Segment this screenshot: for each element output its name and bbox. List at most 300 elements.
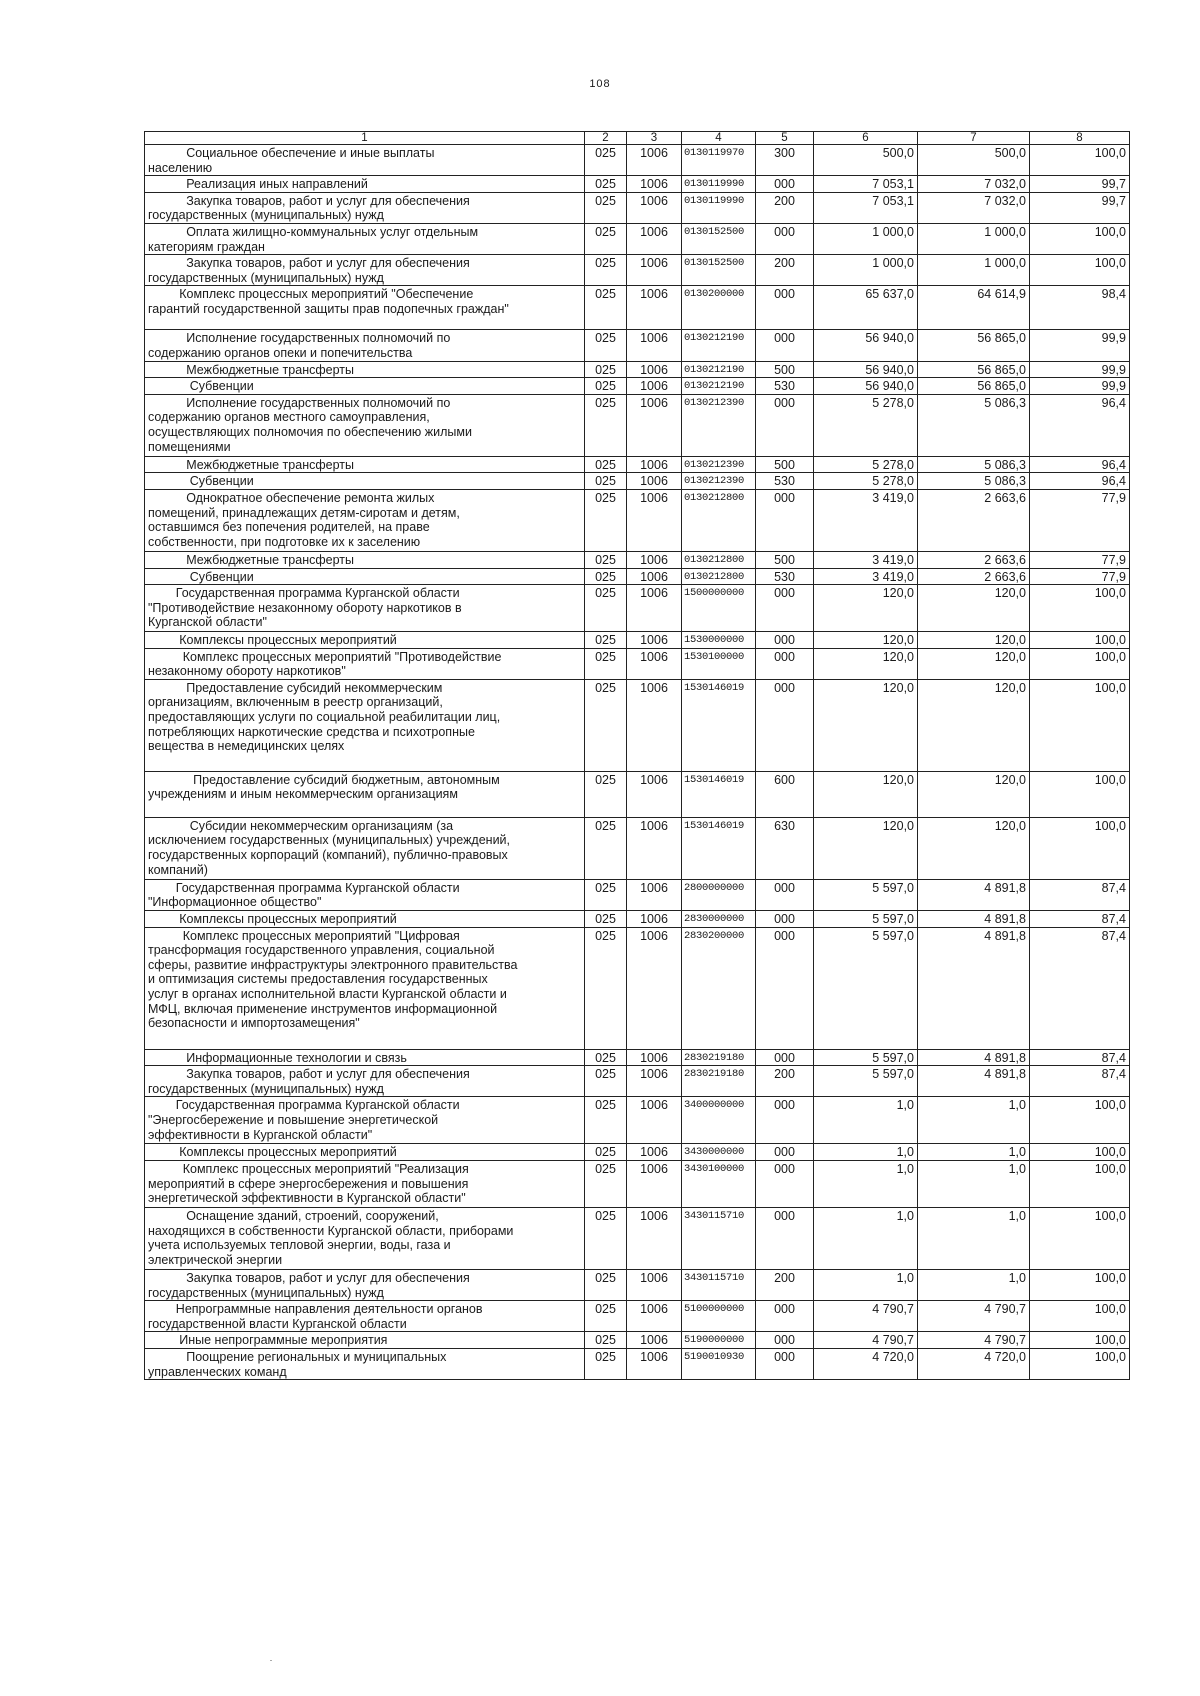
row-percent: 100,0 (1030, 817, 1130, 879)
row-name: Субсидии некоммерческим организациям (за исключением государственных (муниципальных) учреждений, государственных корпораций (компаний), публично-правовых компаний) (145, 817, 585, 879)
row-col-2: 025 (585, 585, 627, 632)
table-header-row (145, 132, 1130, 145)
row-percent: 96,4 (1030, 394, 1130, 456)
row-percent: 98,4 (1030, 286, 1130, 330)
row-col-3: 1006 (627, 223, 682, 254)
row-plan: 120,0 (814, 817, 918, 879)
row-kcsr: 0130212390 (682, 473, 756, 490)
row-actual: 56 865,0 (918, 361, 1030, 378)
row-col-2: 025 (585, 1349, 627, 1380)
row-kvr: 000 (756, 679, 814, 771)
row-col-3: 1006 (627, 1270, 682, 1301)
row-name: Межбюджетные трансферты (145, 551, 585, 568)
row-col-3: 1006 (627, 585, 682, 632)
row-col-2: 025 (585, 911, 627, 928)
row-kvr: 500 (756, 456, 814, 473)
row-name: Комплекс процессных мероприятий "Противодействие незаконному обороту наркотиков" (145, 648, 585, 679)
row-kcsr: 2830219180 (682, 1066, 756, 1097)
row-actual: 4 891,8 (918, 1049, 1030, 1066)
row-plan: 7 053,1 (814, 192, 918, 223)
row-kvr: 000 (756, 1301, 814, 1332)
row-kvr: 500 (756, 551, 814, 568)
row-plan: 3 419,0 (814, 568, 918, 585)
row-percent: 99,7 (1030, 176, 1130, 193)
table-row (145, 1066, 1130, 1097)
table-row (145, 927, 1130, 1049)
row-col-2: 025 (585, 771, 627, 817)
row-col-3: 1006 (627, 911, 682, 928)
row-percent: 87,4 (1030, 911, 1130, 928)
table-row (145, 1144, 1130, 1161)
row-kcsr: 1500000000 (682, 585, 756, 632)
table-row (145, 1332, 1130, 1349)
row-col-3: 1006 (627, 927, 682, 1049)
row-col-2: 025 (585, 394, 627, 456)
table-row (145, 648, 1130, 679)
row-kcsr: 0130212800 (682, 489, 756, 551)
row-col-3: 1006 (627, 1208, 682, 1270)
row-actual: 4 720,0 (918, 1349, 1030, 1380)
row-percent: 99,9 (1030, 378, 1130, 395)
row-plan: 1,0 (814, 1270, 918, 1301)
row-col-2: 025 (585, 648, 627, 679)
row-col-3: 1006 (627, 879, 682, 910)
row-percent: 100,0 (1030, 1301, 1130, 1332)
row-kcsr: 0130212190 (682, 378, 756, 395)
row-col-3: 1006 (627, 568, 682, 585)
row-percent: 100,0 (1030, 1270, 1130, 1301)
row-actual: 1 000,0 (918, 223, 1030, 254)
row-kcsr: 1530000000 (682, 632, 756, 649)
row-percent: 87,4 (1030, 879, 1130, 910)
table-row (145, 223, 1130, 254)
row-kcsr: 5190000000 (682, 1332, 756, 1349)
row-name: Комплексы процессных мероприятий (145, 911, 585, 928)
row-plan: 56 940,0 (814, 378, 918, 395)
row-kvr: 000 (756, 1208, 814, 1270)
row-plan: 120,0 (814, 632, 918, 649)
row-kvr: 000 (756, 927, 814, 1049)
row-percent: 87,4 (1030, 1066, 1130, 1097)
row-actual: 120,0 (918, 585, 1030, 632)
row-name: Закупка товаров, работ и услуг для обеспечения государственных (муниципальных) нужд (145, 1270, 585, 1301)
table-row (145, 330, 1130, 361)
row-kcsr: 1530146019 (682, 771, 756, 817)
row-kcsr: 3430115710 (682, 1270, 756, 1301)
row-col-3: 1006 (627, 286, 682, 330)
row-col-2: 025 (585, 473, 627, 490)
row-actual: 56 865,0 (918, 378, 1030, 395)
row-actual: 56 865,0 (918, 330, 1030, 361)
row-actual: 5 086,3 (918, 456, 1030, 473)
row-percent: 87,4 (1030, 1049, 1130, 1066)
row-col-3: 1006 (627, 473, 682, 490)
row-name: Оснащение зданий, строений, сооружений, находящихся в собственности Курганской области, приборами учета используемых тепловой энергии, воды, газа и электрической энергии (145, 1208, 585, 1270)
row-col-3: 1006 (627, 1332, 682, 1349)
row-kvr: 000 (756, 1161, 814, 1208)
row-kcsr: 0130119990 (682, 192, 756, 223)
row-col-2: 025 (585, 1301, 627, 1332)
row-kvr: 200 (756, 192, 814, 223)
row-col-3: 1006 (627, 1097, 682, 1144)
row-actual: 7 032,0 (918, 192, 1030, 223)
row-plan: 120,0 (814, 648, 918, 679)
table-row (145, 255, 1130, 286)
row-plan: 65 637,0 (814, 286, 918, 330)
row-actual: 1,0 (918, 1144, 1030, 1161)
row-actual: 1,0 (918, 1270, 1030, 1301)
row-percent: 77,9 (1030, 489, 1130, 551)
table-row (145, 192, 1130, 223)
row-col-3: 1006 (627, 771, 682, 817)
row-plan: 1 000,0 (814, 255, 918, 286)
row-name: Закупка товаров, работ и услуг для обеспечения государственных (муниципальных) нужд (145, 255, 585, 286)
row-plan: 120,0 (814, 679, 918, 771)
row-kcsr: 3430000000 (682, 1144, 756, 1161)
row-col-2: 025 (585, 679, 627, 771)
row-actual: 1,0 (918, 1161, 1030, 1208)
row-col-3: 1006 (627, 1301, 682, 1332)
table-row (145, 473, 1130, 490)
row-percent: 100,0 (1030, 145, 1130, 176)
row-name: Субвенции (145, 378, 585, 395)
row-actual: 64 614,9 (918, 286, 1030, 330)
table-row (145, 1161, 1130, 1208)
row-actual: 120,0 (918, 648, 1030, 679)
row-plan: 5 278,0 (814, 473, 918, 490)
row-kcsr: 3430115710 (682, 1208, 756, 1270)
row-kvr: 000 (756, 632, 814, 649)
row-col-3: 1006 (627, 378, 682, 395)
row-kcsr: 0130212800 (682, 551, 756, 568)
row-percent: 100,0 (1030, 1208, 1130, 1270)
row-plan: 56 940,0 (814, 361, 918, 378)
row-kvr: 000 (756, 879, 814, 910)
row-kvr: 000 (756, 330, 814, 361)
row-col-2: 025 (585, 192, 627, 223)
row-name: Предоставление субсидий некоммерческим организациям, включенным в реестр организаций, предоставляющих услуги по социальной реабилитации лиц, потребляющих наркотические средства и психотропные вещества в немедицинских целях (145, 679, 585, 771)
row-kcsr: 1530100000 (682, 648, 756, 679)
row-percent: 99,7 (1030, 192, 1130, 223)
row-actual: 4 891,8 (918, 911, 1030, 928)
table-row (145, 817, 1130, 879)
row-col-3: 1006 (627, 176, 682, 193)
row-kvr: 000 (756, 648, 814, 679)
row-name: Комплексы процессных мероприятий (145, 1144, 585, 1161)
budget-table (144, 131, 1130, 1380)
row-plan: 5 597,0 (814, 1066, 918, 1097)
row-col-2: 025 (585, 361, 627, 378)
table-row (145, 1097, 1130, 1144)
row-percent: 100,0 (1030, 1097, 1130, 1144)
header-col-6: 6 (814, 132, 918, 145)
row-name: Межбюджетные трансферты (145, 456, 585, 473)
table-row (145, 286, 1130, 330)
row-col-3: 1006 (627, 456, 682, 473)
row-actual: 2 663,6 (918, 551, 1030, 568)
row-percent: 96,4 (1030, 473, 1130, 490)
row-kvr: 600 (756, 771, 814, 817)
row-name: Субвенции (145, 568, 585, 585)
row-percent: 100,0 (1030, 1332, 1130, 1349)
page-number: 108 (589, 78, 611, 90)
row-actual: 120,0 (918, 771, 1030, 817)
row-percent: 100,0 (1030, 771, 1130, 817)
row-name: Оплата жилищно-коммунальных услуг отдельным категориям граждан (145, 223, 585, 254)
row-actual: 5 086,3 (918, 473, 1030, 490)
row-col-2: 025 (585, 489, 627, 551)
row-col-2: 025 (585, 1208, 627, 1270)
table-row (145, 568, 1130, 585)
row-actual: 120,0 (918, 632, 1030, 649)
row-name: Поощрение региональных и муниципальных управленческих команд (145, 1349, 585, 1380)
row-kcsr: 0130212390 (682, 456, 756, 473)
row-actual: 120,0 (918, 817, 1030, 879)
table-row (145, 361, 1130, 378)
row-col-2: 025 (585, 817, 627, 879)
row-percent: 100,0 (1030, 223, 1130, 254)
row-name: Предоставление субсидий бюджетным, автономным учреждениям и иным некоммерческим организациям (145, 771, 585, 817)
header-col-3: 3 (627, 132, 682, 145)
row-col-2: 025 (585, 286, 627, 330)
row-plan: 120,0 (814, 585, 918, 632)
row-percent: 99,9 (1030, 361, 1130, 378)
row-kvr: 000 (756, 489, 814, 551)
row-plan: 5 597,0 (814, 911, 918, 928)
row-plan: 4 790,7 (814, 1332, 918, 1349)
row-kcsr: 2830219180 (682, 1049, 756, 1066)
row-col-3: 1006 (627, 192, 682, 223)
row-percent: 100,0 (1030, 1161, 1130, 1208)
row-name: Непрограммные направления деятельности органов государственной власти Курганской области (145, 1301, 585, 1332)
row-col-2: 025 (585, 1144, 627, 1161)
table-row (145, 879, 1130, 910)
row-kcsr: 0130212190 (682, 361, 756, 378)
row-actual: 4 790,7 (918, 1301, 1030, 1332)
row-actual: 1 000,0 (918, 255, 1030, 286)
row-col-3: 1006 (627, 1144, 682, 1161)
row-plan: 56 940,0 (814, 330, 918, 361)
row-name: Исполнение государственных полномочий по содержанию органов местного самоуправления, осуществляющих полномочия по обеспечению жилыми помещениями (145, 394, 585, 456)
row-col-3: 1006 (627, 632, 682, 649)
row-col-2: 025 (585, 255, 627, 286)
table-row (145, 456, 1130, 473)
row-actual: 1,0 (918, 1208, 1030, 1270)
row-col-2: 025 (585, 1049, 627, 1066)
row-actual: 4 891,8 (918, 927, 1030, 1049)
row-name: Государственная программа Курганской области "Противодействие незаконному обороту наркотиков в Курганской области" (145, 585, 585, 632)
row-percent: 96,4 (1030, 456, 1130, 473)
row-name: Комплекс процессных мероприятий "Реализация мероприятий в сфере энергосбережения и повышения энергетической эффективности в Курганской области" (145, 1161, 585, 1208)
row-kvr: 000 (756, 1097, 814, 1144)
row-col-2: 025 (585, 1066, 627, 1097)
table-row (145, 585, 1130, 632)
row-kcsr: 2830000000 (682, 911, 756, 928)
row-kcsr: 0130119970 (682, 145, 756, 176)
row-kvr: 000 (756, 1349, 814, 1380)
row-kcsr: 0130152500 (682, 223, 756, 254)
row-plan: 5 278,0 (814, 456, 918, 473)
row-kvr: 000 (756, 1144, 814, 1161)
header-col-7: 7 (918, 132, 1030, 145)
row-actual: 4 891,8 (918, 1066, 1030, 1097)
row-col-2: 025 (585, 1097, 627, 1144)
row-col-2: 025 (585, 223, 627, 254)
table-row (145, 911, 1130, 928)
row-kvr: 530 (756, 568, 814, 585)
row-name: Государственная программа Курганской области "Информационное общество" (145, 879, 585, 910)
row-kvr: 630 (756, 817, 814, 879)
table-body (145, 145, 1130, 1380)
row-kcsr: 2830200000 (682, 927, 756, 1049)
row-kvr: 500 (756, 361, 814, 378)
row-percent: 100,0 (1030, 1144, 1130, 1161)
table-row (145, 145, 1130, 176)
header-col-2: 2 (585, 132, 627, 145)
table-row (145, 679, 1130, 771)
row-percent: 77,9 (1030, 551, 1130, 568)
row-percent: 77,9 (1030, 568, 1130, 585)
row-col-2: 025 (585, 632, 627, 649)
row-actual: 5 086,3 (918, 394, 1030, 456)
table-row (145, 1349, 1130, 1380)
row-col-2: 025 (585, 1161, 627, 1208)
row-plan: 4 720,0 (814, 1349, 918, 1380)
table-row (145, 551, 1130, 568)
row-col-3: 1006 (627, 1066, 682, 1097)
row-name: Государственная программа Курганской области "Энергосбережение и повышение энергетической эффективности в Курганской области" (145, 1097, 585, 1144)
row-plan: 7 053,1 (814, 176, 918, 193)
row-kcsr: 5190010930 (682, 1349, 756, 1380)
row-col-3: 1006 (627, 255, 682, 286)
row-actual: 7 032,0 (918, 176, 1030, 193)
row-name: Иные непрограммные мероприятия (145, 1332, 585, 1349)
row-col-2: 025 (585, 330, 627, 361)
row-kcsr: 0130212190 (682, 330, 756, 361)
scan-speck (270, 1660, 272, 1661)
table-row (145, 394, 1130, 456)
row-col-3: 1006 (627, 1049, 682, 1066)
table-row (145, 176, 1130, 193)
row-col-2: 025 (585, 879, 627, 910)
row-kcsr: 2800000000 (682, 879, 756, 910)
row-col-2: 025 (585, 456, 627, 473)
header-col-8: 8 (1030, 132, 1130, 145)
table-row (145, 1270, 1130, 1301)
row-col-3: 1006 (627, 1349, 682, 1380)
row-col-3: 1006 (627, 489, 682, 551)
row-col-3: 1006 (627, 145, 682, 176)
row-plan: 5 597,0 (814, 927, 918, 1049)
header-col-1: 1 (145, 132, 585, 145)
table-row (145, 1208, 1130, 1270)
row-kvr: 000 (756, 1049, 814, 1066)
row-name: Комплекс процессных мероприятий "Цифровая трансформация государственного управления, социальной сферы, развитие инфраструктуры электронного правительства и оптимизация системы предоставления государственных услуг в органах исполнительной власти Курганской области и МФЦ, включая применение инструментов информационной безопасности и импортозамещения" (145, 927, 585, 1049)
row-kvr: 000 (756, 176, 814, 193)
row-kvr: 000 (756, 394, 814, 456)
row-plan: 3 419,0 (814, 489, 918, 551)
row-col-2: 025 (585, 1270, 627, 1301)
table-row (145, 1301, 1130, 1332)
table-row (145, 489, 1130, 551)
row-actual: 2 663,6 (918, 568, 1030, 585)
row-plan: 3 419,0 (814, 551, 918, 568)
row-kvr: 200 (756, 255, 814, 286)
row-plan: 4 790,7 (814, 1301, 918, 1332)
row-kvr: 200 (756, 1066, 814, 1097)
row-kcsr: 5100000000 (682, 1301, 756, 1332)
row-col-3: 1006 (627, 330, 682, 361)
row-col-3: 1006 (627, 817, 682, 879)
row-kcsr: 1530146019 (682, 679, 756, 771)
table-row (145, 378, 1130, 395)
row-actual: 4 891,8 (918, 879, 1030, 910)
row-kcsr: 0130152500 (682, 255, 756, 286)
row-percent: 99,9 (1030, 330, 1130, 361)
row-plan: 5 597,0 (814, 879, 918, 910)
row-actual: 1,0 (918, 1097, 1030, 1144)
row-kcsr: 3430100000 (682, 1161, 756, 1208)
row-name: Закупка товаров, работ и услуг для обеспечения государственных (муниципальных) нужд (145, 1066, 585, 1097)
row-col-3: 1006 (627, 1161, 682, 1208)
row-col-2: 025 (585, 378, 627, 395)
table-row (145, 771, 1130, 817)
row-kcsr: 3400000000 (682, 1097, 756, 1144)
row-plan: 1,0 (814, 1097, 918, 1144)
row-kcsr: 1530146019 (682, 817, 756, 879)
row-name: Межбюджетные трансферты (145, 361, 585, 378)
row-percent: 100,0 (1030, 679, 1130, 771)
row-kvr: 000 (756, 1332, 814, 1349)
row-actual: 2 663,6 (918, 489, 1030, 551)
row-plan: 1,0 (814, 1208, 918, 1270)
row-actual: 4 790,7 (918, 1332, 1030, 1349)
row-name: Закупка товаров, работ и услуг для обеспечения государственных (муниципальных) нужд (145, 192, 585, 223)
table-row (145, 632, 1130, 649)
row-kvr: 000 (756, 911, 814, 928)
row-kcsr: 0130212800 (682, 568, 756, 585)
row-percent: 100,0 (1030, 1349, 1130, 1380)
row-col-3: 1006 (627, 361, 682, 378)
row-name: Информационные технологии и связь (145, 1049, 585, 1066)
header-col-4: 4 (682, 132, 756, 145)
row-col-3: 1006 (627, 551, 682, 568)
row-plan: 5 278,0 (814, 394, 918, 456)
row-col-2: 025 (585, 568, 627, 585)
row-col-3: 1006 (627, 679, 682, 771)
row-name: Комплекс процессных мероприятий "Обеспечение гарантий государственной защиты прав подопечных граждан" (145, 286, 585, 330)
row-col-2: 025 (585, 551, 627, 568)
row-kvr: 000 (756, 585, 814, 632)
row-percent: 100,0 (1030, 648, 1130, 679)
row-plan: 120,0 (814, 771, 918, 817)
row-kcsr: 0130119990 (682, 176, 756, 193)
row-kvr: 300 (756, 145, 814, 176)
row-name: Субвенции (145, 473, 585, 490)
table-row (145, 1049, 1130, 1066)
row-col-2: 025 (585, 1332, 627, 1349)
row-actual: 120,0 (918, 679, 1030, 771)
row-name: Социальное обеспечение и иные выплаты населению (145, 145, 585, 176)
row-plan: 1 000,0 (814, 223, 918, 254)
row-name: Комплексы процессных мероприятий (145, 632, 585, 649)
row-kvr: 530 (756, 378, 814, 395)
row-col-3: 1006 (627, 394, 682, 456)
row-kcsr: 0130212390 (682, 394, 756, 456)
row-kvr: 000 (756, 286, 814, 330)
row-percent: 100,0 (1030, 255, 1130, 286)
row-name: Исполнение государственных полномочий по содержанию органов опеки и попечительства (145, 330, 585, 361)
